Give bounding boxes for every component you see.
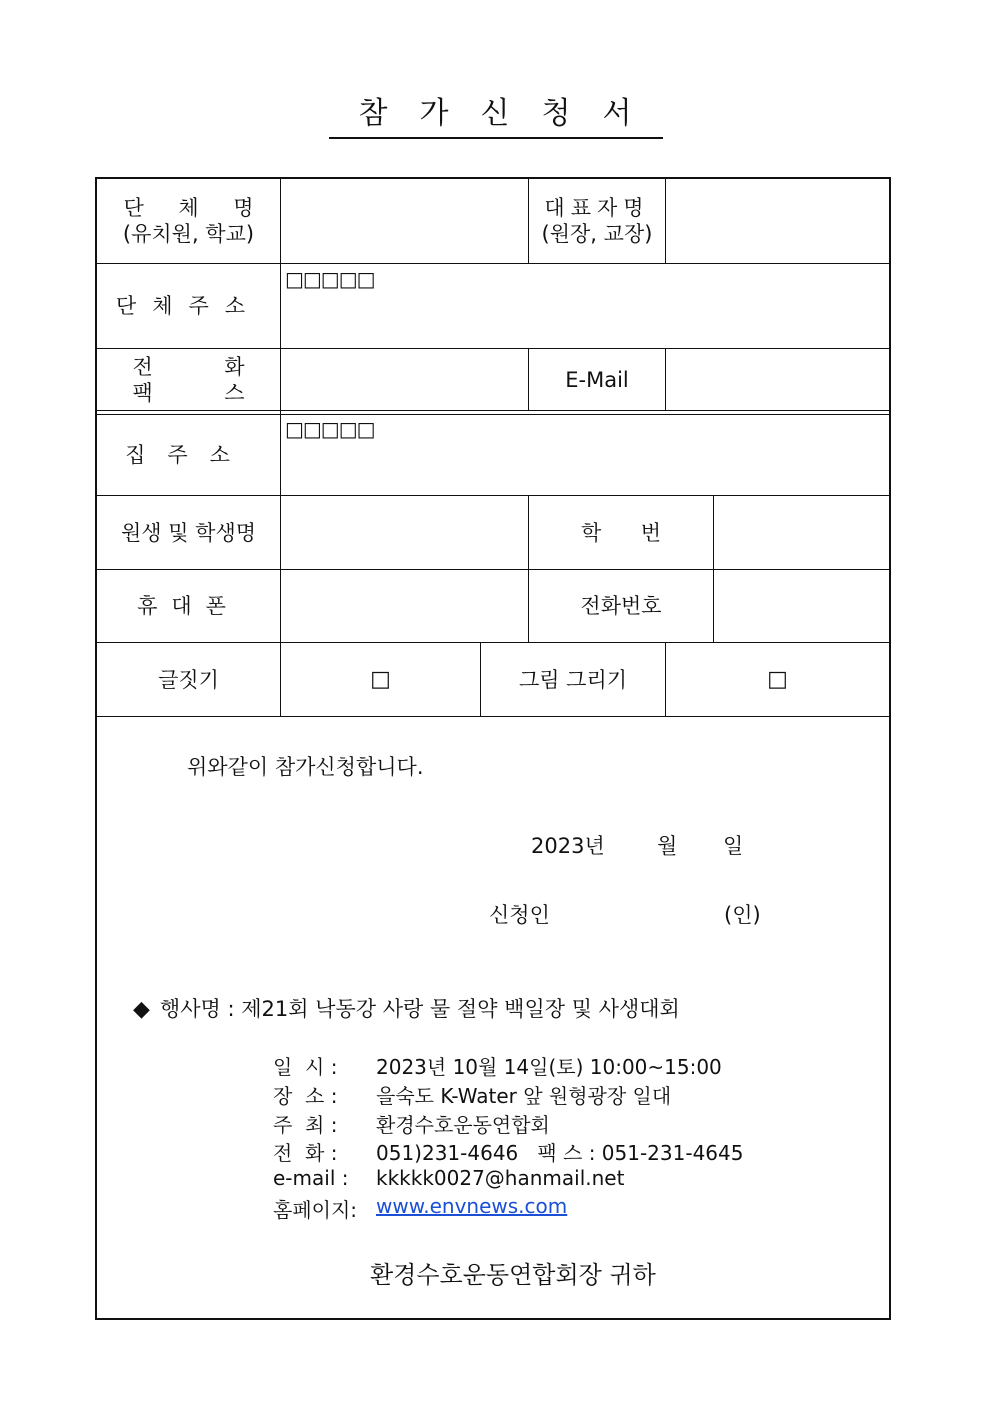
writing-checkbox[interactable]: □: [370, 666, 391, 692]
event-date-value: 2023년 10월 14일(토) 10:00~15:00: [376, 1055, 722, 1079]
date-year: 2023년: [531, 834, 605, 858]
event-email-value: kkkkk0027@hanmail.net: [376, 1166, 625, 1190]
phone-fax-label: [97, 349, 280, 410]
fax-label: 팩 스: [132, 380, 245, 405]
mobile-field[interactable]: [281, 570, 528, 642]
event-place-label: 장 소 :: [273, 1084, 338, 1108]
email-label: E-Mail: [565, 367, 629, 392]
student-name-label: 원생 및 학생명: [120, 520, 257, 545]
event-homepage-link[interactable]: www.envnews.com: [376, 1194, 568, 1218]
date-day: 일: [723, 834, 744, 858]
tel-label: 전화번호: [580, 594, 662, 618]
event-host-label: 주 최 :: [273, 1113, 338, 1137]
event-place-value: 을숙도 K-Water 앞 원형광장 일대: [376, 1084, 672, 1108]
phone-label: 전 화: [132, 354, 245, 379]
email-field[interactable]: [666, 349, 889, 410]
org-name-label-main: 단 체 명: [123, 196, 254, 220]
drawing-checkbox[interactable]: □: [767, 666, 788, 692]
rep-name-label-sub: (원장, 교장): [541, 222, 653, 246]
student-number-field[interactable]: [714, 496, 889, 569]
rep-name-label: [529, 179, 665, 263]
event-homepage-label: 홈페이지:: [273, 1198, 358, 1222]
event-phone-label: 전 화 :: [273, 1141, 338, 1165]
rep-name-label-main: 대표자명: [544, 196, 650, 220]
home-address-field[interactable]: [281, 441, 889, 495]
org-address-field[interactable]: [281, 291, 889, 348]
org-name-label: [97, 179, 280, 263]
event-email-label: e-mail :: [273, 1166, 349, 1190]
org-postcode-boxes[interactable]: □□□□□: [285, 267, 375, 291]
event-phone-value: 051)231-4646 팩 스 : 051-231-4645: [376, 1141, 744, 1165]
rep-name-field[interactable]: [666, 179, 889, 263]
applicant-label: 신청인: [489, 903, 550, 927]
phone-fax-field[interactable]: [281, 349, 528, 410]
home-address-label: 집주소: [125, 443, 252, 467]
seal-mark: (인): [724, 903, 761, 927]
mobile-label: 휴대폰: [137, 594, 240, 618]
org-address-label: 단체주소: [115, 294, 262, 318]
event-date-label: 일 시 :: [273, 1055, 338, 1079]
date-month: 월: [657, 834, 678, 858]
application-form: [95, 177, 891, 1320]
student-name-field[interactable]: [281, 496, 528, 569]
org-name-label-sub: (유치원, 학교): [122, 222, 255, 246]
home-postcode-boxes[interactable]: □□□□□: [285, 417, 375, 441]
tel-field[interactable]: [714, 570, 889, 642]
drawing-label: 그림 그리기: [518, 667, 628, 692]
writing-label: 글짓기: [158, 667, 219, 692]
addressee: 환경수호운동연합회장 귀하: [370, 1261, 656, 1289]
student-number-label: 학 번: [581, 520, 661, 545]
event-host-value: 환경수호운동연합회: [376, 1113, 550, 1137]
page-title: 참가신청서: [0, 88, 992, 132]
event-name: ◆ 행사명 : 제21회 낙동강 사랑 물 절약 백일장 및 사생대회: [133, 997, 680, 1022]
org-name-field[interactable]: [281, 179, 528, 263]
diamond-bullet-icon: ◆: [133, 997, 150, 1022]
declaration-statement: 위와같이 참가신청합니다.: [187, 755, 424, 779]
